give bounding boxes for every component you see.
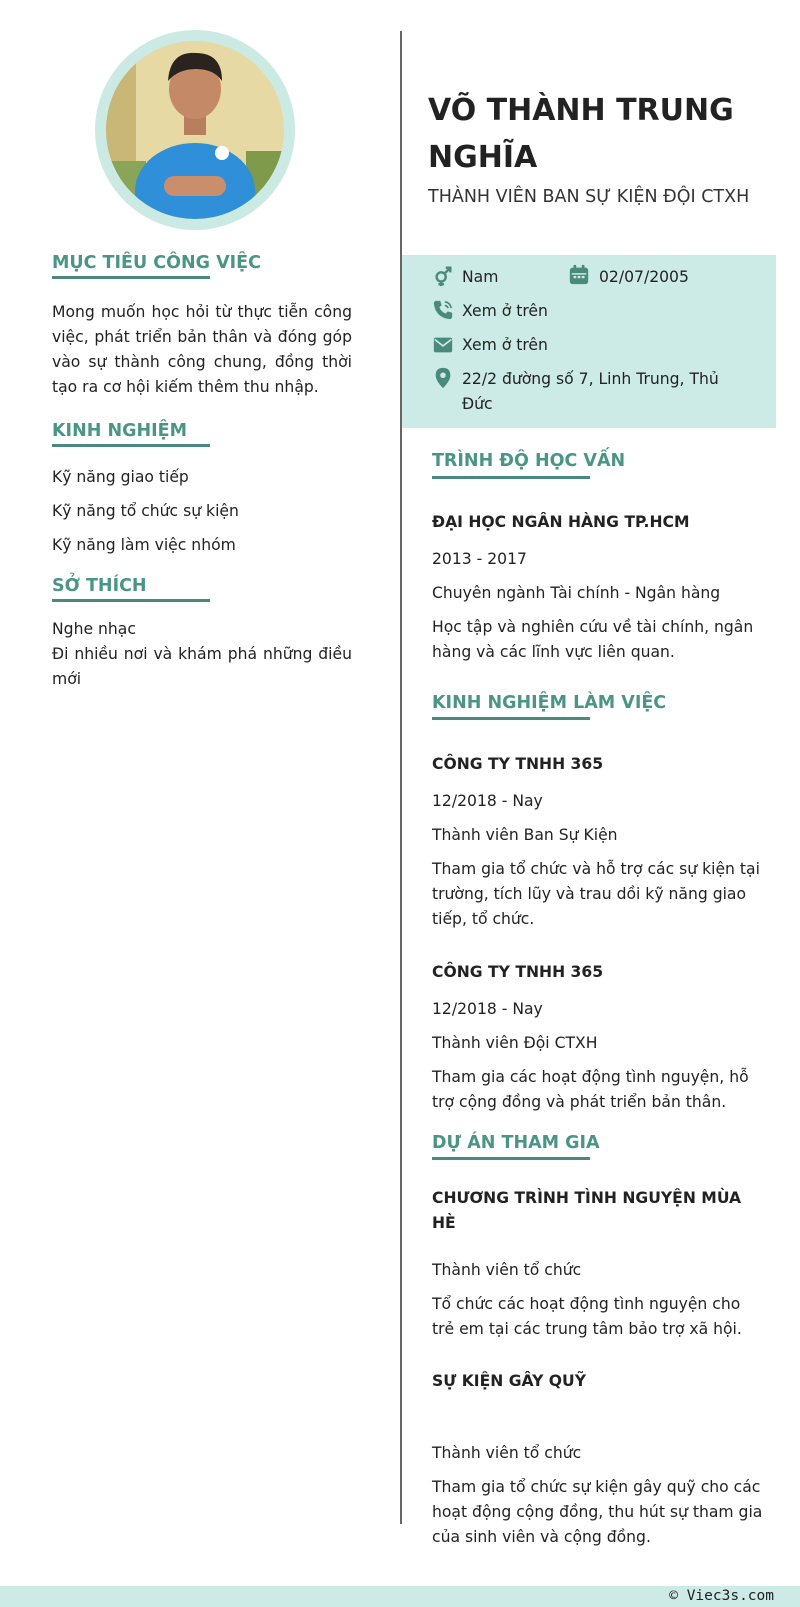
location-icon <box>432 367 454 389</box>
job-title: THÀNH VIÊN BAN SỰ KIỆN ĐỘI CTXH <box>428 187 750 207</box>
education-description: Học tập và nghiên cứu về tài chính, ngân hàng và các lĩnh vực liên quan. <box>432 618 754 661</box>
gender-value: Nam <box>462 268 499 286</box>
work-title: KINH NGHIỆM LÀM VIỆC <box>432 693 667 713</box>
skill-item: Kỹ năng tổ chức sự kiện <box>52 502 239 520</box>
objective-rule <box>52 276 210 279</box>
full-name: VÕ THÀNH TRUNG NGHĨA <box>428 93 734 175</box>
job-period: 12/2018 - Nay <box>432 792 543 810</box>
job-position: Thành viên Đội CTXH <box>432 1034 598 1052</box>
job-description: Tham gia các hoạt động tình nguyện, hỗ trợ cộng đồng và phát triển bản thân. <box>432 1068 749 1111</box>
project-name: SỰ KIỆN GÂY QUỸ <box>432 1372 587 1390</box>
project-role: Thành viên tổ chức <box>432 1261 582 1279</box>
email-icon <box>432 334 454 356</box>
hobbies-rule <box>52 599 210 602</box>
gender-icon <box>432 265 454 287</box>
skills-rule <box>52 444 210 447</box>
avatar <box>95 30 295 230</box>
person-photo-icon <box>106 41 284 219</box>
email-value: Xem ở trên <box>462 336 548 354</box>
company-name: CÔNG TY TNHH 365 <box>432 755 604 773</box>
skill-item: Kỹ năng giao tiếp <box>52 468 189 486</box>
school-name: ĐẠI HỌC NGÂN HÀNG TP.HCM <box>432 513 690 531</box>
company-name: CÔNG TY TNHH 365 <box>432 963 604 981</box>
education-title: TRÌNH ĐỘ HỌC VẤN <box>432 451 626 471</box>
job-position: Thành viên Ban Sự Kiện <box>432 826 618 844</box>
hobby-item: Đi nhiều nơi và khám phá những điều mới <box>52 645 352 688</box>
phone-icon <box>432 299 454 321</box>
hobbies-title: SỞ THÍCH <box>52 576 147 596</box>
objective-text: Mong muốn học hỏi từ thực tiễn công việc, phát triển bản thân và đóng góp vào sự thành công chung, đồng thời tạo ra cơ hội kiếm thêm thu nhập. <box>52 303 352 396</box>
hobby-item: Nghe nhạc <box>52 620 136 638</box>
footer-bar <box>0 1586 800 1607</box>
projects-title: DỰ ÁN THAM GIA <box>432 1133 600 1153</box>
project-name: CHƯƠNG TRÌNH TÌNH NGUYỆN MÙA HÈ <box>432 1189 742 1232</box>
education-rule <box>432 476 590 479</box>
address-value: 22/2 đường số 7, Linh Trung, Thủ Đức <box>462 370 719 413</box>
skill-item: Kỹ năng làm việc nhóm <box>52 536 236 554</box>
footer-copyright: © Viec3s.com <box>669 1588 774 1604</box>
objective-title: MỤC TIÊU CÔNG VIỆC <box>52 253 261 273</box>
education-period: 2013 - 2017 <box>432 550 527 568</box>
education-major: Chuyên ngành Tài chính - Ngân hàng <box>432 584 721 602</box>
project-description: Tổ chức các hoạt động tình nguyện cho trẻ em tại các trung tâm bảo trợ xã hội. <box>432 1295 742 1338</box>
calendar-icon <box>568 264 590 286</box>
avatar-photo <box>106 41 284 219</box>
projects-rule <box>432 1157 590 1160</box>
project-role: Thành viên tổ chức <box>432 1444 582 1462</box>
job-description: Tham gia tổ chức và hỗ trợ các sự kiện tại trường, tích lũy và trau dồi kỹ năng giao tiếp, tổ chức. <box>432 860 760 928</box>
project-description: Tham gia tổ chức sự kiện gây quỹ cho các hoạt động cộng đồng, thu hút sự tham gia của sinh viên và cộng đồng. <box>432 1478 763 1546</box>
contact-panel <box>402 255 776 428</box>
job-period: 12/2018 - Nay <box>432 1000 543 1018</box>
birthday-value: 02/07/2005 <box>599 268 689 286</box>
work-rule <box>432 717 590 720</box>
skills-title: KINH NGHIỆM <box>52 421 187 441</box>
phone-value: Xem ở trên <box>462 302 548 320</box>
